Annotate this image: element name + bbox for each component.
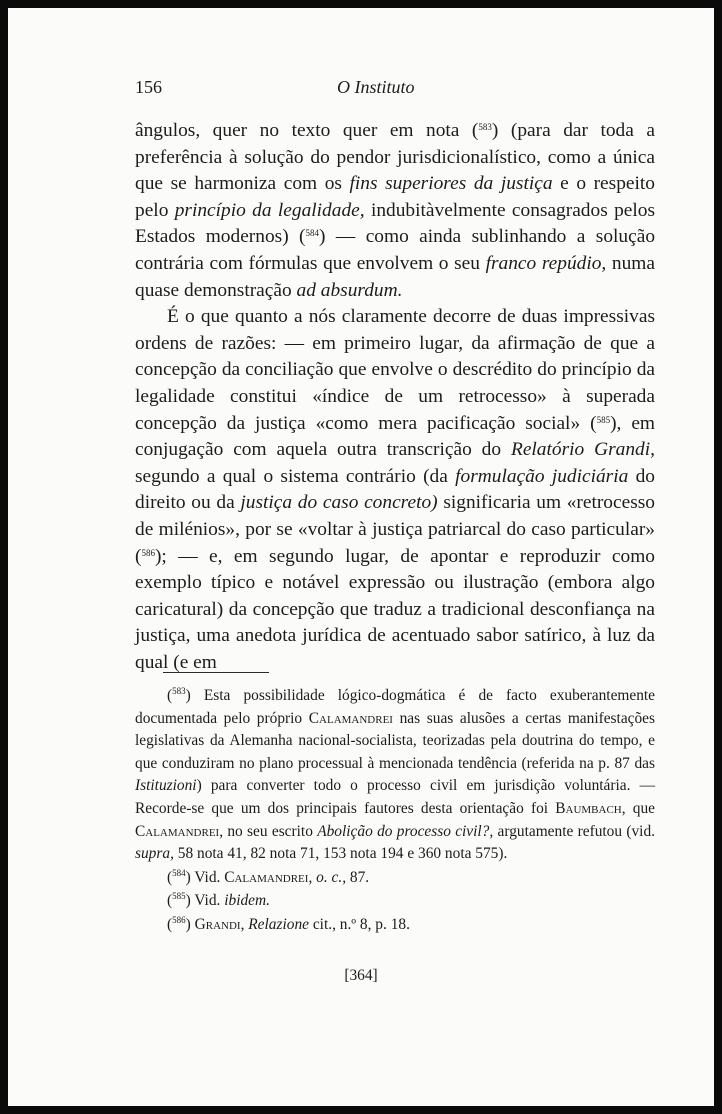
folio-number: [364] bbox=[344, 967, 378, 984]
footnote-583: ($^{583}$) Esta possibilidade lógico-dogmática é de facto exuberantemente documentada pelo próprio Calamandrei nas suas alusões a certas manifestações legislativas da Alemanha nacional-socialista, teorizadas pela doutrina do tempo, e que conduziram no plano processual à mencionada tendência (referida na p. 87 das Istituzioni) para converter todo o processo civil em jurisdição voluntária. — Recorde-se que um dos principais fautores desta orientação foi Baumbach, que Calamandrei, no seu escrito Abolição do processo civil?, argutamente refutou (vid. supra, 58 nota 41, 82 nota 71, 153 nota 194 e 360 nota 575). bbox=[135, 686, 656, 863]
main-text bbox=[135, 118, 655, 676]
footnote-584: ($^{584}$) Vid. Calamandrei, o. c., 87. bbox=[167, 867, 370, 886]
footnotes bbox=[135, 685, 655, 937]
running-title: O Instituto bbox=[337, 77, 415, 97]
paragraph-2: É o que quanto a nós claramente decorre de duas impressivas ordens de razões: — em primeiro lugar, da afirmação de que a concepção da conciliação que envolve o descrédito do princípio da legalidade constitui «índice de um retrocesso» à superada concepção da justiça «como mera pacificação social» ($^{585}$), em conjugação com aquela outra transcrição do Relatório Grandi, segundo a qual o sistema contrário (da formulação judiciária do direito ou da justiça do caso concreto) significaria um «retrocesso de milénios», por se «voltar à justiça patriarcal do caso particular» ($^{586}$); — e, em segundo lugar, de apontar e reproduzir como exemplo típico e notável expressão ou ilustração (embora algo caricatural) da concepção que traduz a tradicional desconfiança na justiça, uma anedota jurídica de acentuado sabor satírico, à luz da qual (e em bbox=[135, 306, 656, 673]
footnote-586: ($^{586}$) Grandi, Relazione cit., n.º 8, p. 18. bbox=[167, 914, 410, 933]
footnote-divider bbox=[163, 672, 269, 673]
footnote-ref-583: 583 bbox=[478, 122, 492, 132]
running-header bbox=[135, 77, 655, 101]
footnote-ref-586: 586 bbox=[141, 547, 155, 558]
paragraph-1: ângulos, quer no texto quer em nota ($^{583}$) (para dar toda a preferência à solução do pendor jurisdicionalístico, como a única que se harmoniza com os fins superiores da justiça e o respeito pelo princípio da legalidade, indubitàvelmente consagrados pelos Estados modernos) ($^{584}$) — como ainda sublinhando a solução contrária com fórmulas que envolvem o seu franco repúdio, numa quase demonstração ad absurdum. bbox=[135, 120, 656, 301]
footnote-ref-584: 584 bbox=[305, 228, 320, 239]
footnote-ref-585: 585 bbox=[596, 414, 611, 425]
book-page bbox=[8, 8, 714, 1106]
page-number: 156 bbox=[135, 77, 162, 97]
footnote-585: ($^{585}$) Vid. ibidem. bbox=[167, 891, 270, 910]
